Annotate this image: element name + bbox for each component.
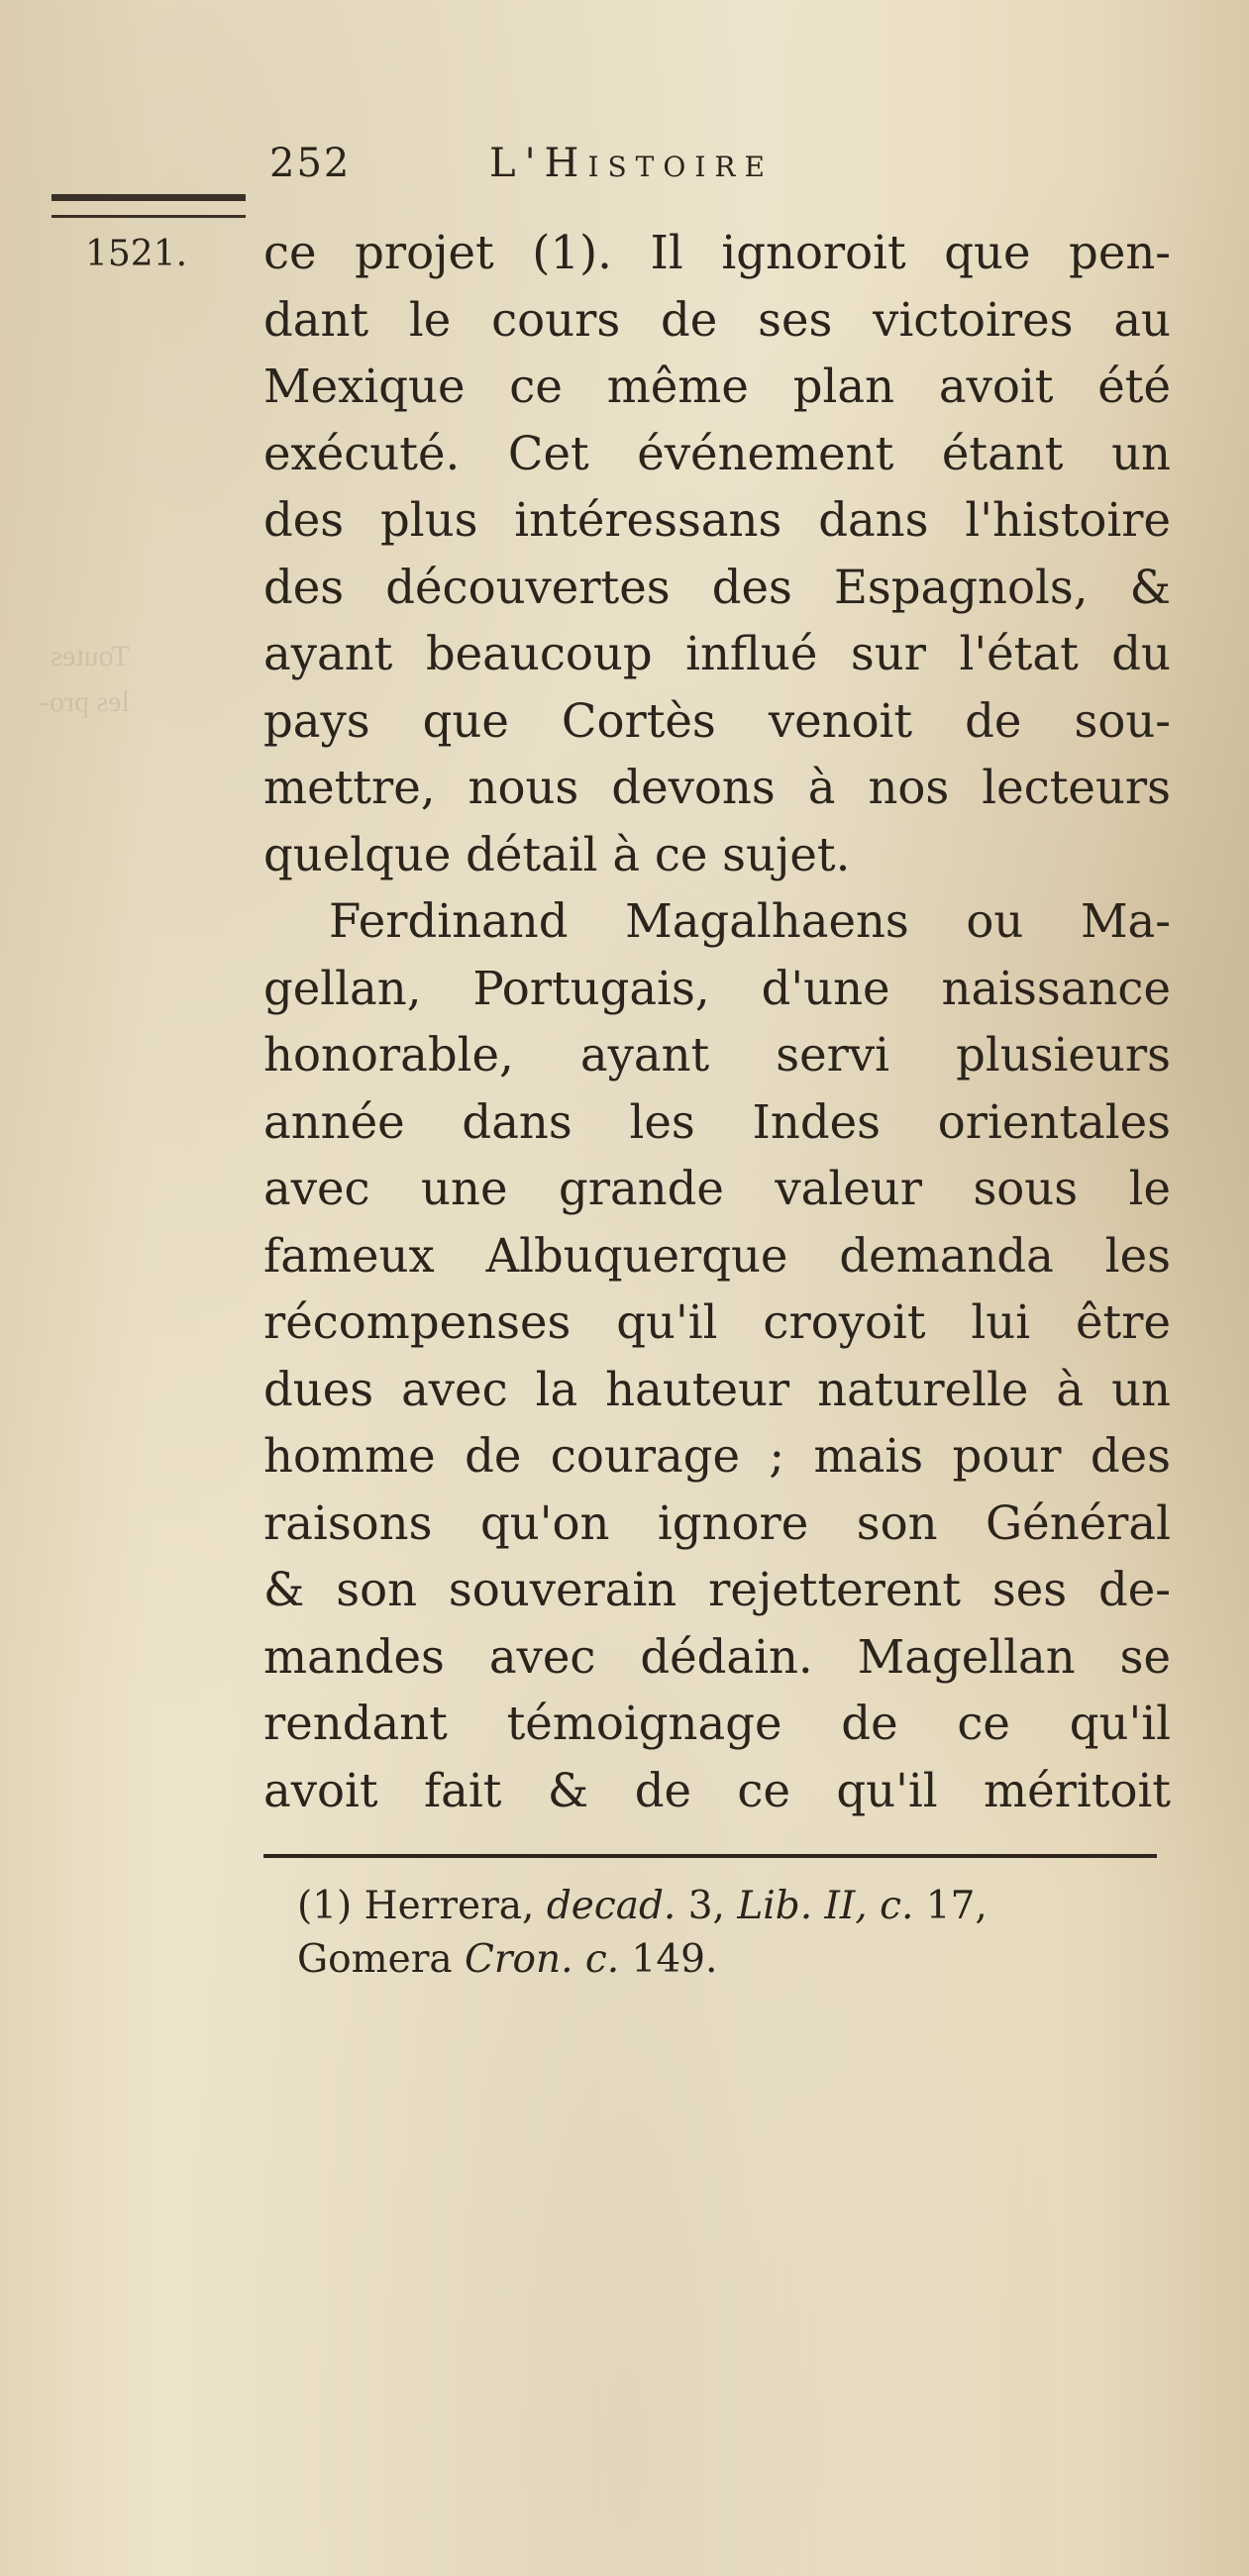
text-line: ce projet (1). Il ignoroit que pen- [263, 226, 1171, 279]
text-line: homme de courage ; mais pour des [263, 1429, 1171, 1483]
footnote-line [297, 1933, 1169, 1987]
footnote-decad-number: 3, [687, 1884, 725, 1928]
footnotes [297, 1880, 1169, 1987]
text-line: des découvertes des Espagnols, & [263, 560, 1171, 614]
footnote-author: Gomera [297, 1937, 453, 1982]
text-line: avec une grande valeur sous le [263, 1162, 1171, 1215]
footnote-chapter-number: 149. [631, 1937, 718, 1982]
footnote-line [297, 1880, 1169, 1933]
footnote-marker: (1) [297, 1884, 353, 1928]
footnote-rule [263, 1854, 1157, 1858]
footnote-chapter-number: 17, [925, 1884, 988, 1928]
text-line: dant le cours de ses victoires au [263, 292, 1171, 347]
page-number: 252 [269, 141, 352, 186]
running-title: L'Histoire [489, 141, 774, 186]
text-line: dues avec la hauteur naturelle à un [263, 1362, 1171, 1416]
text-line: & son souverain rejetterent ses de- [263, 1563, 1171, 1616]
footnote-decad-label: decad. [546, 1884, 677, 1928]
footnote-lib-label: Lib. II, [737, 1884, 868, 1928]
text-line: mandes avec dédain. Magellan se [263, 1629, 1171, 1684]
text-line: des plus intéressans dans l'histoire [263, 493, 1171, 547]
text-line: gellan, Portugais, d'une naissance [263, 961, 1171, 1015]
text-line: récompenses qu'il croyoit lui être [263, 1295, 1171, 1349]
text-line: Ferdinand Magalhaens ou Ma- [329, 894, 1171, 948]
text-line: avoit fait & de ce qu'il méritoit [263, 1763, 1171, 1817]
text-line: quelque détail à ce sujet. [263, 827, 851, 881]
text-line: ayant beaucoup influé sur l'état du [263, 627, 1171, 680]
text-line: rendant témoignage de ce qu'il [263, 1697, 1171, 1750]
text-line: raisons qu'on ignore son Général [263, 1495, 1171, 1550]
text-line: mettre, nous devons à nos lecteurs [263, 761, 1171, 814]
body-text [263, 220, 1171, 1824]
header-double-rule [52, 194, 246, 218]
margin-year: 1521. [85, 234, 188, 274]
text-line: fameux Albuquerque demanda les [263, 1228, 1171, 1283]
footnote-work: Cron. [465, 1937, 573, 1982]
text-line: honorable, ayant servi plusieurs [263, 1028, 1171, 1082]
text-line: pays que Cortès venoit de sou- [263, 693, 1171, 748]
text-line: exécuté. Cet événement étant un [263, 426, 1171, 480]
text-line: année dans les Indes orientales [263, 1094, 1171, 1149]
verso-bleed-through: Toutes les pro- [40, 640, 130, 718]
footnote-author: Herrera, [364, 1884, 535, 1928]
footnote-chapter-label: c. [584, 1937, 620, 1982]
text-line: Mexique ce même plan avoit été [263, 360, 1171, 413]
footnote-chapter-label: c. [880, 1884, 914, 1928]
